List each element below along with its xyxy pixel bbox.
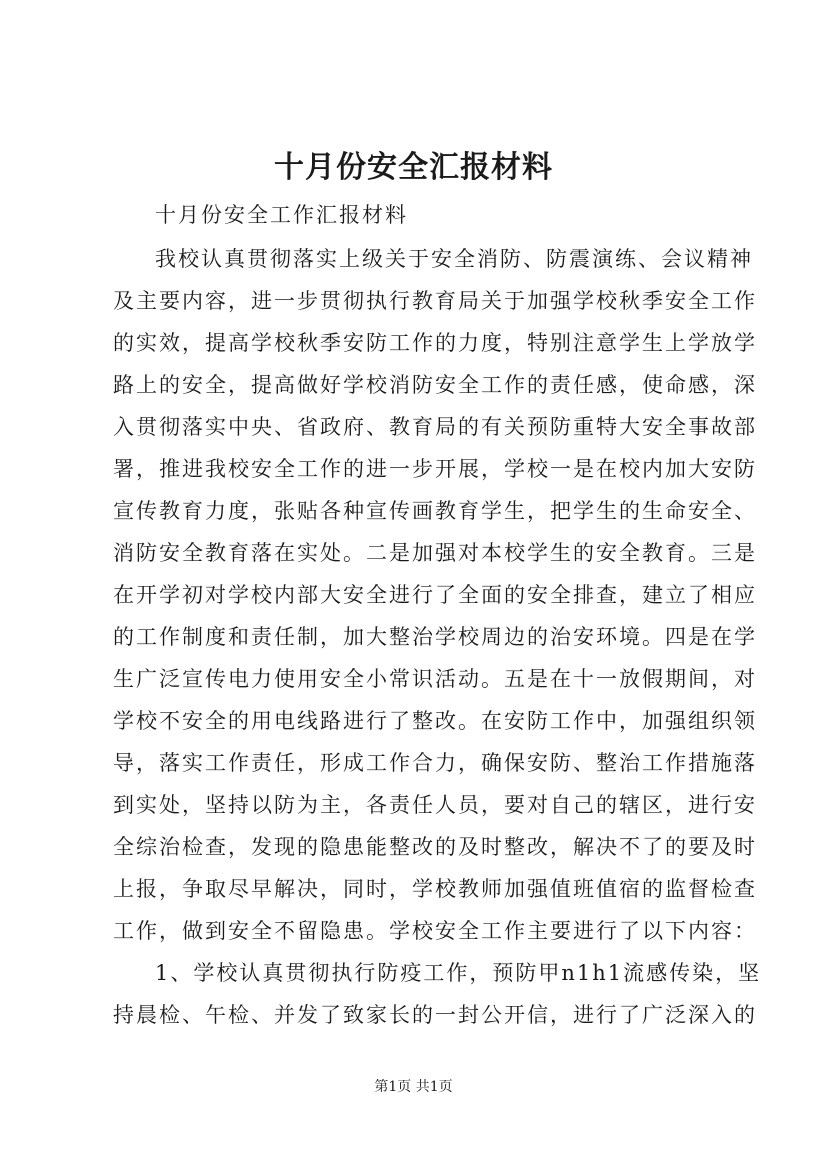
body-line: 全综治检查，发现的隐患能整改的及时整改，解决不了的要及时 — [113, 835, 757, 859]
body-line: 导，落实工作责任，形成工作合力，确保安防、整治工作措施落 — [113, 751, 757, 775]
page-footer: 第1页 共1页 — [374, 1079, 453, 1095]
body-line: 持晨检、午检、并发了致家长的一封公开信，进行了广泛深入的 — [113, 1003, 757, 1027]
document-subtitle: 十月份安全工作汇报材料 — [155, 203, 408, 227]
body-line: 我校认真贯彻落实上级关于安全消防、防震演练、会议精神 — [155, 247, 753, 271]
document-title: 十月份安全汇报材料 — [274, 150, 553, 185]
body-line: 的工作制度和责任制，加大整治学校周边的治安环境。四是在学 — [113, 625, 757, 649]
body-line: 入贯彻落实中央、省政府、教育局的有关预防重特大安全事故部 — [113, 415, 757, 439]
body-line: 在开学初对学校内部大安全进行了全面的安全排查，建立了相应 — [113, 583, 757, 607]
body-line: 宣传教育力度，张贴各种宣传画教育学生，把学生的生命安全、 — [113, 499, 757, 523]
body-line: 署，推进我校安全工作的进一步开展，学校一是在校内加大安防 — [113, 457, 757, 481]
body-line: 上报，争取尽早解决，同时，学校教师加强值班值宿的监督检查 — [113, 877, 757, 901]
body-line: 消防安全教育落在实处。二是加强对本校学生的安全教育。三是 — [113, 541, 757, 565]
body-line: 及主要内容，进一步贯彻执行教育局关于加强学校秋季安全工作 — [113, 289, 757, 313]
document-body — [113, 238, 762, 1036]
body-line: 生广泛宣传电力使用安全小常识活动。五是在十一放假期间，对 — [113, 667, 757, 691]
body-line: 1、学校认真贯彻执行防疫工作，预防甲n1h1流感传染，坚 — [155, 961, 762, 985]
body-line: 路上的安全，提高做好学校消防安全工作的责任感，使命感，深 — [113, 373, 757, 397]
body-line: 学校不安全的用电线路进行了整改。在安防工作中，加强组织领 — [113, 709, 757, 733]
body-line: 到实处，坚持以防为主，各责任人员，要对自己的辖区，进行安 — [113, 793, 757, 817]
body-line: 的实效，提高学校秋季安防工作的力度，特别注意学生上学放学 — [113, 331, 757, 355]
body-line: 工作，做到安全不留隐患。学校安全工作主要进行了以下内容： — [113, 919, 757, 943]
